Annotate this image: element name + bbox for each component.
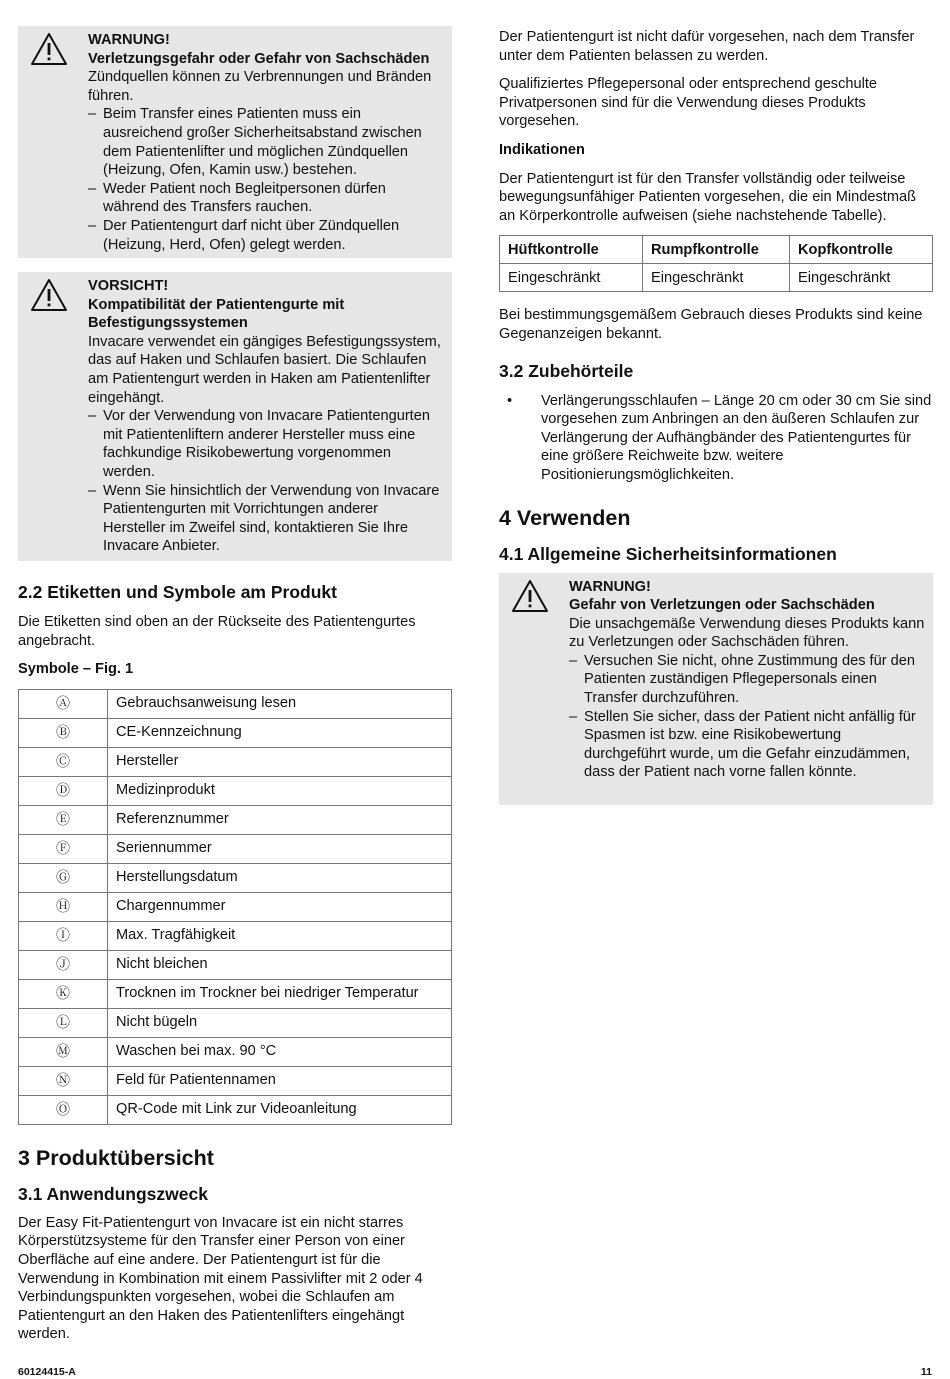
symbol-row xyxy=(19,863,452,892)
warning-text: Die unsachgemäße Verwendung dieses Produkts kann zu Verletzungen oder Sachschäden führen. xyxy=(569,615,925,651)
warning-triangle-icon xyxy=(30,278,68,312)
accessory-list-item: • Verlängerungsschlaufen – Länge 20 cm oder 30 cm Sie sind vorgesehen zum Anbringen an den äußeren Schlaufen zur Verlängerung der Aufhängbänder des Patientengurtes für eine größere Reichweite bzw. weitere Positionierungsmöglichkeiten. xyxy=(499,392,933,485)
symbols-table-title: Symbole – Fig. 1 xyxy=(18,661,134,678)
symbol-row xyxy=(19,1095,452,1124)
section-2-2-heading: 2.2 Etiketten und Symbole am Produkt xyxy=(18,582,337,602)
footer-page-number: 11 xyxy=(920,1366,932,1378)
table-cell: Eingeschränkt xyxy=(790,264,933,292)
symbol-code: Ⓘ xyxy=(19,921,108,950)
bullet-icon: • xyxy=(507,392,513,409)
symbol-row xyxy=(19,1008,452,1037)
warning-triangle-icon xyxy=(30,32,68,66)
symbol-row xyxy=(19,921,452,950)
footer-doc-number: 60124415-A xyxy=(18,1366,76,1378)
symbol-row xyxy=(19,689,452,718)
caution-text: Invacare verwendet ein gängiges Befestigungssystem, das auf Haken und Schlaufen basiert. Die Schlaufen am Patientengurt werden in Haken am Patientenlifter eingehängt. xyxy=(88,333,441,406)
symbol-label: CE-Kennzeichnung xyxy=(108,718,452,747)
warning-title: WARNUNG! xyxy=(569,578,651,595)
symbol-row xyxy=(19,979,452,1008)
section-3-heading: 3 Produktübersicht xyxy=(18,1145,214,1170)
symbol-row xyxy=(19,1066,452,1095)
symbol-label: Medizinprodukt xyxy=(108,776,452,805)
warning-box-injury xyxy=(499,573,933,805)
indications-text: Der Patientengurt ist für den Transfer vollständig oder teilweise bewegungsunfähiger Patienten vorgesehen, die ein Mindestmaß an Körperkontrolle aufweisen (siehe nachstehende Tabelle). xyxy=(499,170,917,224)
symbol-code: Ⓕ xyxy=(19,834,108,863)
symbol-label: Waschen bei max. 90 °C xyxy=(108,1037,452,1066)
symbol-row xyxy=(19,892,452,921)
table-cell: Eingeschränkt xyxy=(500,264,643,292)
symbol-label: Seriennummer xyxy=(108,834,452,863)
warning-subtitle: Gefahr von Verletzungen oder Sachschäden xyxy=(569,597,875,614)
table-header: Rumpfkontrolle xyxy=(643,236,790,264)
warning-item: – Stellen Sie sicher, dass der Patient nicht anfällig für Spasmen ist bzw. eine Risikobewertung durchgeführt wurde, um die Gefahr einzudämmen, dass der Patient nach vorne fallen könnte. xyxy=(569,708,916,781)
contraindications-text: Bei bestimmungsgemäßem Gebrauch dieses Produkts sind keine Gegenanzeigen bekannt. xyxy=(499,307,923,342)
symbol-code: Ⓒ xyxy=(19,747,108,776)
symbol-label: Nicht bügeln xyxy=(108,1008,452,1037)
caution-item: – Vor der Verwendung von Invacare Patientengurten mit Patientenliftern anderer Hersteller muss eine fachkundige Risikobewertung vorgenommen werden. xyxy=(88,408,430,480)
right-column xyxy=(499,26,933,805)
table-header: Hüftkontrolle xyxy=(500,236,643,264)
symbol-code: Ⓙ xyxy=(19,950,108,979)
paragraph: Der Patientengurt ist nicht dafür vorgesehen, nach dem Transfer unter dem Patienten belassen zu werden. xyxy=(499,29,915,64)
symbol-code: Ⓗ xyxy=(19,892,108,921)
caution-title: VORSICHT! xyxy=(88,278,169,294)
caution-item: – Wenn Sie hinsichtlich der Verwendung von Invacare Patientengurten mit Vorrichtungen anderer Hersteller im Zweifel sind, kontaktieren Sie Ihre Invacare Anbieter. xyxy=(88,482,440,555)
warning-triangle-icon xyxy=(511,579,549,613)
section-3-1-text: Der Easy Fit-Patientengurt von Invacare ist ein nicht starres Körperstützsysteme für den Transfer einer Person von einer Oberfläche auf eine andere. Der Patientengurt ist für die Verwendung in Kombination mit einem Passivlifter mit 2 oder 4 Verbindungspunkten vorgesehen, wobei die Schlaufen am Patientengurt an den Haken des Patientenlifters eingehängt werden. xyxy=(18,1214,423,1343)
section-4-1-heading: 4.1 Allgemeine Sicherheitsinformationen xyxy=(499,543,837,564)
section-2-2-text: Die Etiketten sind oben an der Rückseite des Patientengurtes angebracht. xyxy=(18,614,416,649)
table-cell: Eingeschränkt xyxy=(643,264,790,292)
section-3-1-heading: 3.1 Anwendungszweck xyxy=(18,1183,208,1204)
warning-title: WARNUNG! xyxy=(88,32,170,48)
symbol-code: Ⓛ xyxy=(19,1008,108,1037)
symbol-label: Chargennummer xyxy=(108,892,452,921)
symbol-code: Ⓖ xyxy=(19,863,108,892)
symbol-row xyxy=(19,805,452,834)
caution-subtitle: Kompatibilität der Patientengurte mit Befestigungssystemen xyxy=(88,296,345,332)
symbol-label: Max. Tragfähigkeit xyxy=(108,921,452,950)
symbol-label: QR-Code mit Link zur Videoanleitung xyxy=(108,1095,452,1124)
warning-box-ignition xyxy=(18,26,452,258)
table-header: Kopfkontrolle xyxy=(790,236,933,264)
symbol-label: Gebrauchsanweisung lesen xyxy=(108,689,452,718)
warning-subtitle: Verletzungsgefahr oder Gefahr von Sachschäden xyxy=(88,50,430,67)
symbol-code: Ⓓ xyxy=(19,776,108,805)
symbol-code: Ⓞ xyxy=(19,1095,108,1124)
symbols-table xyxy=(18,689,452,1125)
symbol-label: Trocknen im Trockner bei niedriger Temperatur xyxy=(108,979,452,1008)
symbol-row xyxy=(19,1037,452,1066)
symbol-code: Ⓑ xyxy=(19,718,108,747)
symbol-code: Ⓚ xyxy=(19,979,108,1008)
warning-item: – Versuchen Sie nicht, ohne Zustimmung des für den Patienten zuständigen Pflegepersonals einen Transfer durchzuführen. xyxy=(569,652,915,707)
symbol-label: Hersteller xyxy=(108,747,452,776)
symbol-code: Ⓔ xyxy=(19,805,108,834)
symbol-label: Herstellungsdatum xyxy=(108,863,452,892)
symbol-code: Ⓐ xyxy=(19,689,108,718)
indications-table xyxy=(499,235,933,292)
paragraph: Qualifiziertes Pflegepersonal oder entsprechend geschulte Privatpersonen sind für die Verwendung dieses Produkts vorgesehen. xyxy=(499,76,878,130)
symbol-row xyxy=(19,950,452,979)
warning-text: Zündquellen können zu Verbrennungen und Bränden führen. xyxy=(88,69,432,104)
indications-heading: Indikationen xyxy=(499,141,585,158)
symbol-label: Nicht bleichen xyxy=(108,950,452,979)
symbol-label: Feld für Patientennamen xyxy=(108,1066,452,1095)
warning-item: – Beim Transfer eines Patienten muss ein ausreichend großer Sicherheitsabstand zwischen dem Patientenlifter und möglichen Zündquellen (Heizung, Ofen, Kamin usw.) bestehen. xyxy=(88,106,422,179)
caution-box-compatibility xyxy=(18,272,452,561)
warning-item: – Der Patientengurt darf nicht über Zündquellen (Heizung, Herd, Ofen) gelegt werden. xyxy=(88,217,400,253)
left-column xyxy=(18,26,452,1344)
symbol-row xyxy=(19,834,452,863)
warning-item: – Weder Patient noch Begleitpersonen dürfen während des Transfers rauchen. xyxy=(88,180,386,216)
symbol-row xyxy=(19,747,452,776)
section-3-2-heading: 3.2 Zubehörteile xyxy=(499,360,634,381)
symbol-row xyxy=(19,718,452,747)
symbol-code: Ⓜ xyxy=(19,1037,108,1066)
symbol-row xyxy=(19,776,452,805)
section-4-heading: 4 Verwenden xyxy=(499,505,631,530)
symbol-label: Referenznummer xyxy=(108,805,452,834)
symbol-code: Ⓝ xyxy=(19,1066,108,1095)
